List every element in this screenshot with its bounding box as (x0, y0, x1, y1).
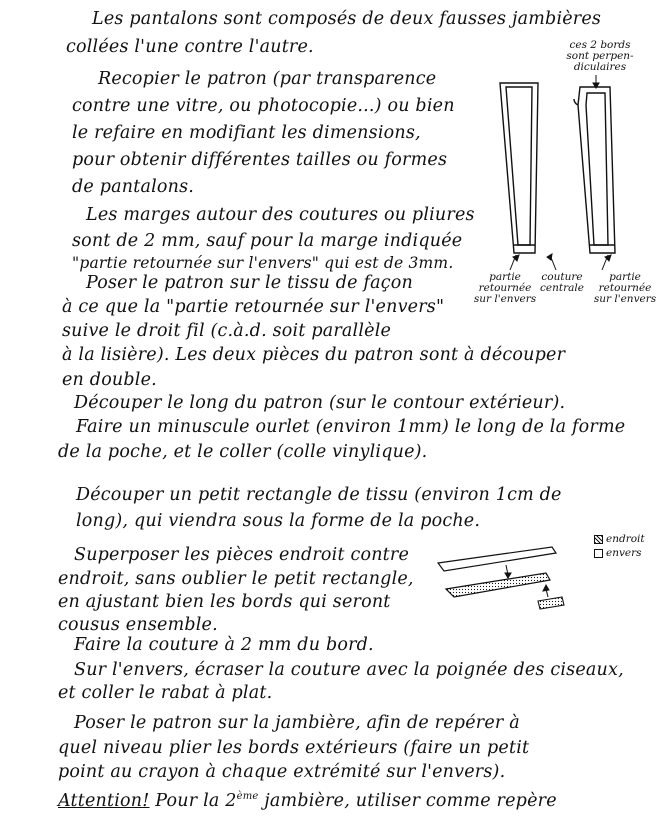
text-line: et coller le rabat à plat. (58, 683, 273, 703)
text-line: Recopier le patron (par transparence (98, 69, 437, 89)
text-line: point au crayon à chaque extrémité sur l'envers). (58, 762, 506, 782)
diagram-label-right: partie retournée sur l'envers (593, 271, 657, 305)
strip-diagram (434, 543, 574, 613)
text-line: Les pantalons sont composés de deux fausses jambières (92, 9, 602, 29)
text-line: Découper le long du patron (sur le contour extérieur). (74, 393, 566, 413)
empty-swatch-icon (594, 549, 603, 558)
text-line: à ce que la "partie retournée sur l'envers" (62, 297, 445, 317)
text-line: quel niveau plier les bords extérieurs (faire un petit (58, 738, 530, 758)
left-pattern-piece (500, 83, 538, 253)
text-line: collées l'une contre l'autre. (66, 37, 314, 57)
hatched-swatch-icon (594, 535, 603, 544)
text-line: en double. (62, 370, 157, 390)
text-line: Faire la couture à 2 mm du bord. (74, 635, 374, 655)
diagram-top-note: ces 2 bords sont perpen- diculaires (566, 39, 634, 73)
text-line: Sur l'envers, écraser la couture avec la poignée des ciseaux, (74, 660, 624, 680)
attention-word: Attention! (58, 790, 150, 811)
bottom-strip (446, 573, 550, 597)
text-line: de la poche, et le coller (colle vinylique). (58, 442, 428, 462)
text-line: Poser le patron sur le tissu de façon (86, 273, 413, 293)
right-pattern-piece (574, 87, 615, 253)
text-line: en ajustant bien les bords qui seront (58, 592, 391, 612)
text-line: contre une vitre, ou photocopie...) ou bien (72, 96, 455, 116)
final-line-tail: jambière, utiliser comme repère (264, 790, 557, 811)
text-line: Superposer les pièces endroit contre (74, 545, 410, 565)
final-line-sup: ème (236, 791, 259, 802)
text-line: pour obtenir différentes tailles ou formes (72, 150, 448, 170)
text-line (58, 786, 557, 812)
text-line: Faire un minuscule ourlet (environ 1mm) le long de la forme (76, 417, 626, 437)
legend-endroit: endroit (594, 533, 645, 545)
text-line: suive le droit fil (c.à.d. soit parallèle (62, 321, 392, 341)
text-line: long), qui viendra sous la forme de la poche. (76, 511, 481, 531)
text-line: Découper un petit rectangle de tissu (environ 1cm de (76, 485, 562, 505)
text-line: le refaire en modifiant les dimensions, (72, 123, 421, 143)
text-line: sont de 2 mm, sauf pour la marge indiquée (72, 231, 463, 251)
text-line: endroit, sans oublier le petit rectangle, (58, 569, 414, 589)
text-line: "partie retournée sur l'envers" qui est de 3mm. (72, 254, 454, 272)
legend-envers: envers (594, 547, 642, 559)
text-line: à la lisière). Les deux pièces du patron sont à découper (62, 345, 566, 365)
text-line: cousus ensemble. (58, 615, 218, 635)
text-line: Poser le patron sur la jambière, afin de repérer à (74, 713, 520, 733)
final-line-text: Pour la 2 (155, 790, 237, 811)
small-rectangle (538, 597, 564, 609)
top-strip (438, 547, 556, 571)
text-line: de pantalons. (72, 177, 195, 197)
diagram-label-center: couture centrale (540, 271, 584, 294)
diagram-label-left: partie retournée sur l'envers (473, 271, 537, 305)
text-line: Les marges autour des coutures ou pliures (86, 205, 475, 225)
